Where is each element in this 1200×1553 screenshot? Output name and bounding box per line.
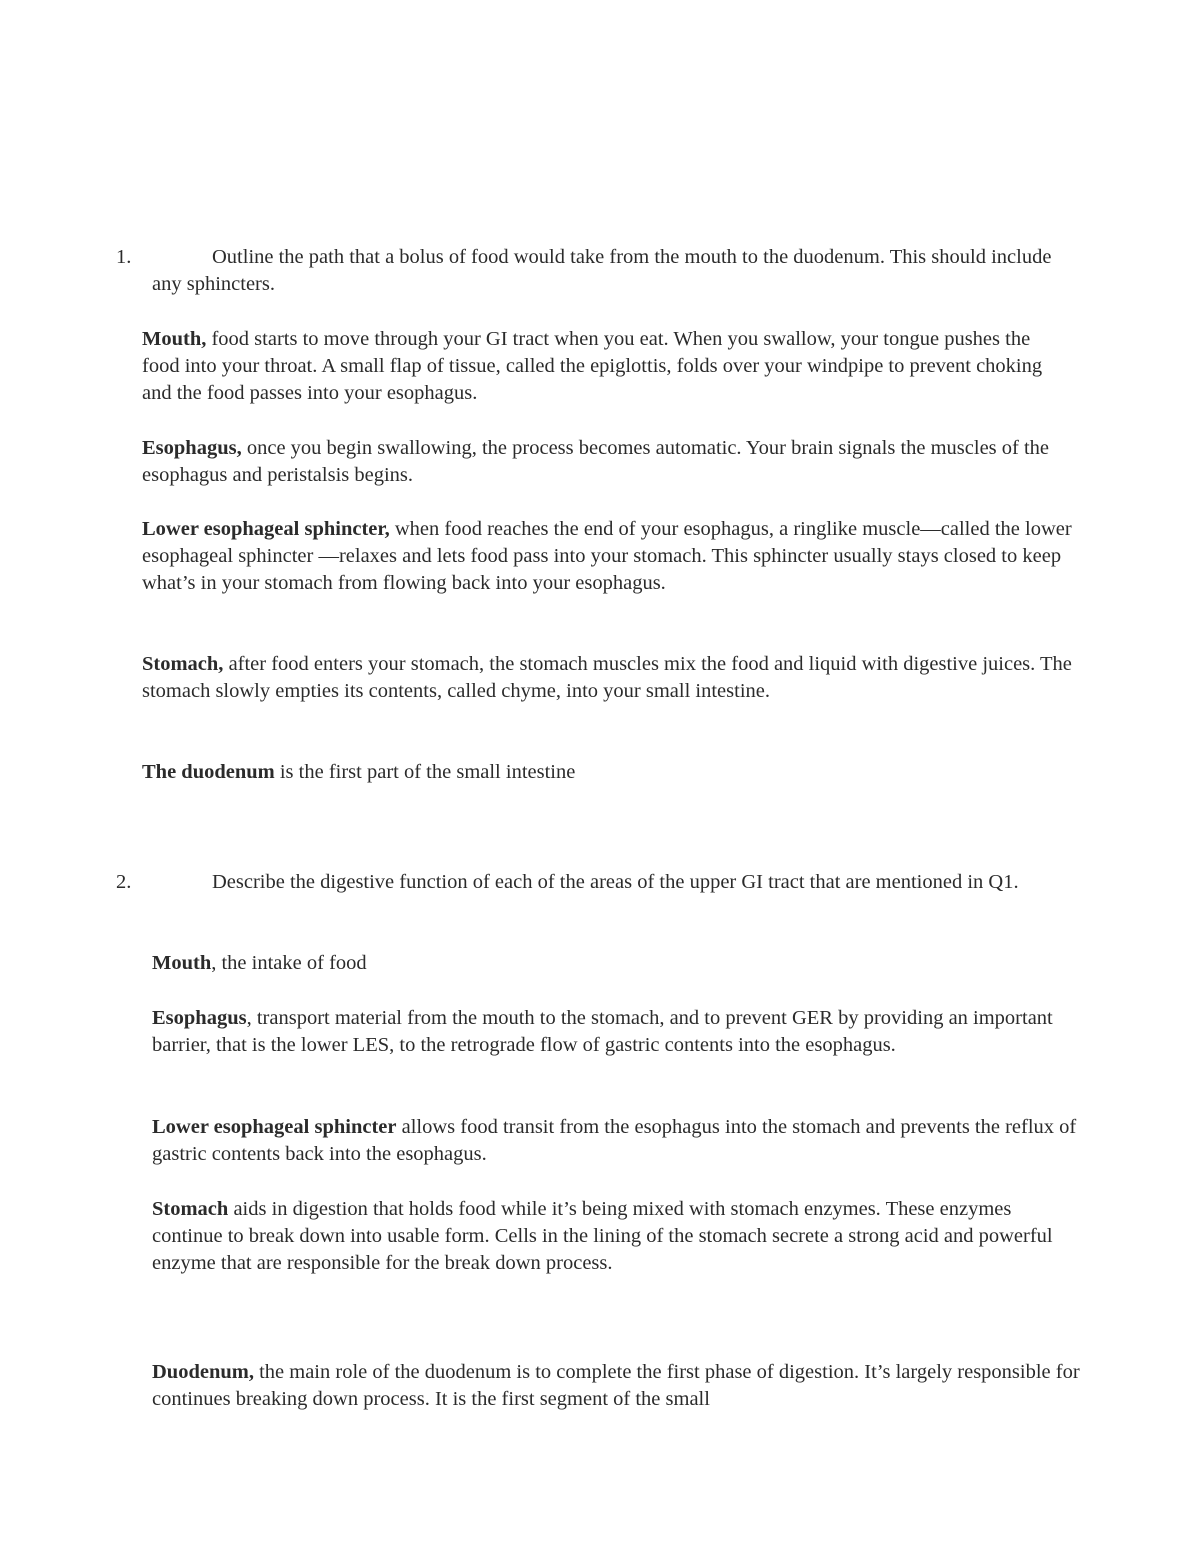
question-1-number: 1.: [116, 246, 132, 268]
answer-term: Mouth,: [142, 328, 207, 350]
answer-paragraph: [142, 435, 1072, 489]
answer-text: after food enters your stomach, the stomach muscles mix the food and liquid with digestive juices. The stomach slowly empties its contents, called chyme, into your small intestine.: [142, 653, 1072, 702]
answer-term: Stomach,: [142, 653, 224, 675]
answer-term: Lower esophageal sphincter,: [142, 518, 390, 540]
answer-text: aids in digestion that holds food while it’s being mixed with stomach enzymes. These enzymes continue to break down into usable form. Cells in the lining of the stomach secrete a strong acid and powerful enzyme that are responsible for the break down process.: [152, 1198, 1053, 1274]
question-2-number: 2.: [116, 871, 132, 893]
answer-paragraph: [152, 950, 1082, 977]
answer-text: once you begin swallowing, the process becomes automatic. Your brain signals the muscles of the esophagus and peristalsis begins.: [142, 437, 1050, 486]
answer-paragraph: [142, 516, 1072, 597]
answer-term: The duodenum: [142, 761, 275, 783]
answer-text: when food reaches the end of your esophagus, a ringlike muscle—called the lower esophageal sphincter —relaxes and lets food pass into your stomach. This sphincter usually stays closed to keep what’s in your stomach from flowing back into your esophagus.: [142, 518, 1072, 594]
answer-text: the main role of the duodenum is to complete the first phase of digestion. It’s largely responsible for continues breaking down process. It is the first segment of the small: [152, 1361, 1080, 1410]
question-2-text: Describe the digestive function of each of the areas of the upper GI tract that are mentioned in Q1.: [212, 871, 1019, 893]
answer-text: allows food transit from the esophagus into the stomach and prevents the reflux of gastric contents back into the esophagus.: [152, 1116, 1077, 1165]
answer-term: Esophagus: [152, 1007, 247, 1029]
answer-paragraph: [152, 1114, 1082, 1168]
answer-term: Esophagus,: [142, 437, 242, 459]
answer-text: , the intake of food: [211, 952, 367, 974]
answer-term: Duodenum,: [152, 1361, 254, 1383]
answer-paragraph: [142, 759, 1072, 786]
answer-paragraph: [142, 651, 1072, 705]
answer-text: , transport material from the mouth to the stomach, and to prevent GER by providing an important barrier, that is the lower LES, to the retrograde flow of gastric contents into the esophagus.: [152, 1007, 1053, 1056]
question-1-text: Outline the path that a bolus of food would take from the mouth to the duodenum. This should include any sphincters.: [152, 246, 1052, 295]
answer-paragraph: [152, 1196, 1082, 1277]
answer-paragraph: [152, 1359, 1082, 1413]
answer-term: Stomach: [152, 1198, 229, 1220]
answer-term: Lower esophageal sphincter: [152, 1116, 397, 1138]
answer-paragraph: [142, 326, 1072, 407]
answer-text: is the first part of the small intestine: [274, 761, 576, 783]
answer-text: food starts to move through your GI tract when you eat. When you swallow, your tongue pushes the food into your throat. A small flap of tissue, called the epiglottis, folds over your windpipe to prevent choking and the food passes into your esophagus.: [142, 328, 1043, 404]
answer-paragraph: [152, 1005, 1082, 1059]
answer-term: Mouth: [152, 952, 212, 974]
